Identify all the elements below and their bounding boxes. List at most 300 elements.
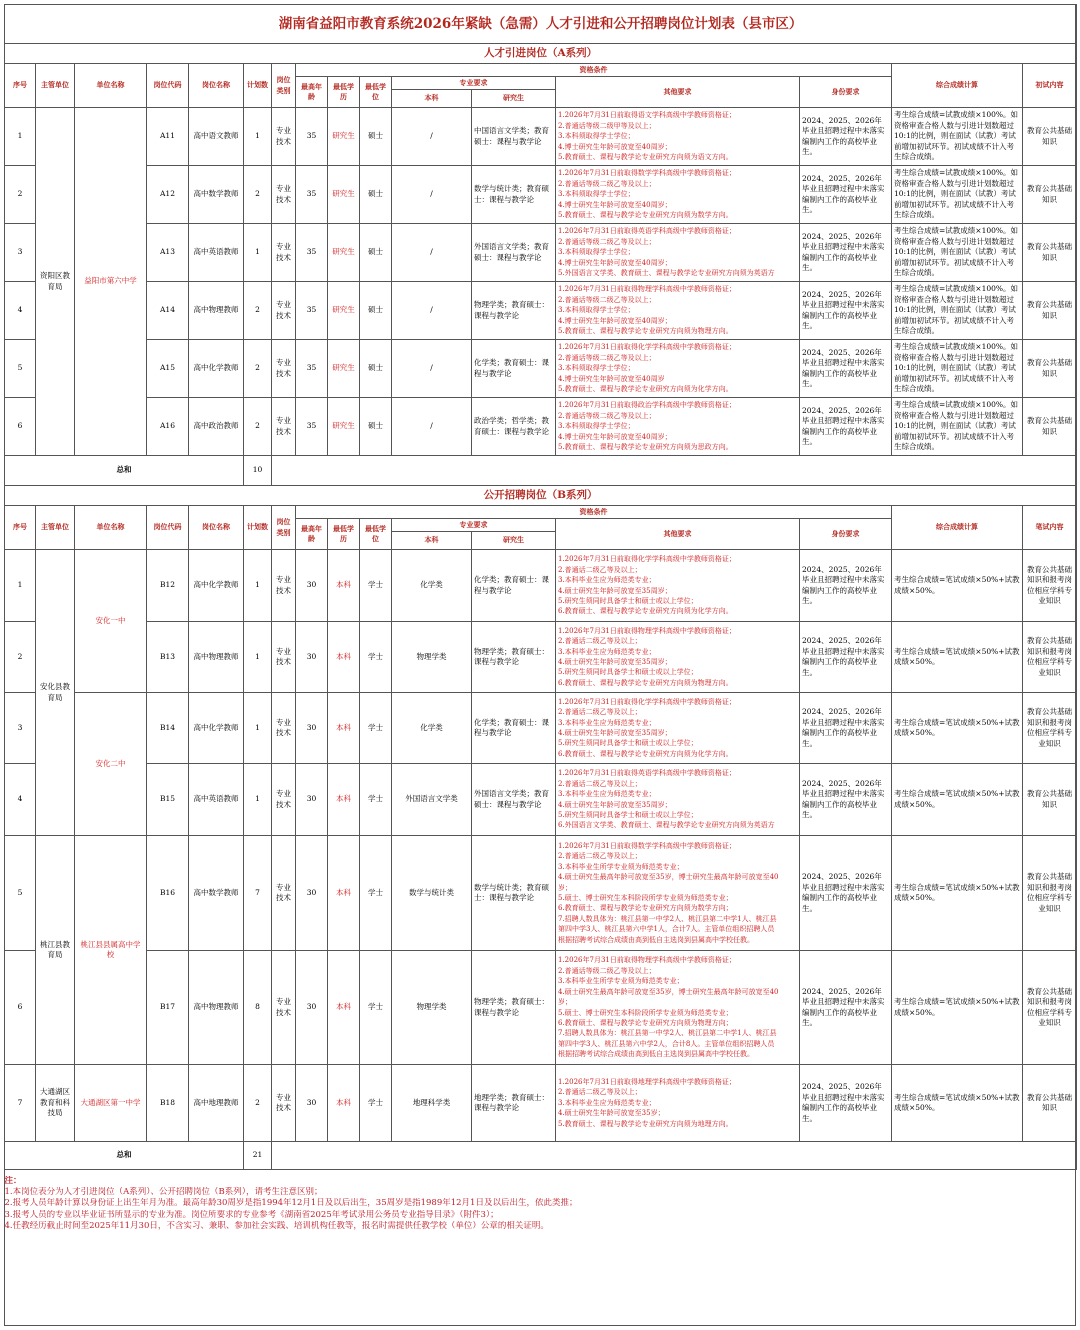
header-other: 其他要求	[556, 519, 800, 550]
requirement-line: 6.教育硕士、课程与教学论专业研究方向须为物理方向；	[558, 1018, 733, 1027]
row-other-requirements	[556, 1065, 800, 1142]
note-line: 1.本岗位表分为人才引进岗位（A系列）、公开招聘岗位（B系列），请考生注意区别；	[4, 1186, 323, 1197]
header-category: 岗位类别	[272, 506, 296, 550]
row-score: 考生综合成绩=笔试成绩×50%+试教成绩×50%。	[892, 951, 1023, 1065]
requirement-line: 3.本科须取得学士学位；	[558, 248, 635, 257]
notes-title: 注：	[4, 1175, 22, 1186]
header-undergrad: 本科	[392, 90, 472, 108]
requirement-line: 3.本科毕业生应为师范类专业；	[558, 647, 656, 656]
row-edu: 本科	[328, 693, 360, 764]
row-seq: 2	[5, 166, 36, 224]
table-row	[5, 550, 1077, 622]
requirement-line: 3.本科毕业生所学专业须为师范类专业；	[558, 862, 684, 871]
requirement-line: 5.研究生须同时具备学士和硕士或以上学位；	[558, 596, 698, 605]
row-degree: 学士	[360, 622, 392, 693]
row-undergrad: /	[392, 108, 472, 166]
requirement-line: 1.2026年7月31日前取得化学学科高级中学教师资格证；	[558, 555, 736, 564]
row-age: 35	[296, 166, 328, 224]
row-category: 专业技术	[272, 340, 296, 398]
row-exam: 教育公共基础知识	[1023, 398, 1077, 456]
row-count: 8	[244, 951, 272, 1065]
row-identity: 2024、2025、2026年毕业且招聘过程中未落实编制内工作的高校毕业生。	[800, 166, 892, 224]
requirement-line: 3.本科毕业生所学专业须为师范类专业；	[558, 977, 684, 986]
requirement-line: 岁；	[558, 998, 572, 1007]
row-name: 高中化学教师	[189, 340, 244, 398]
row-degree: 学士	[360, 693, 392, 764]
header-category: 岗位类别	[272, 64, 296, 108]
row-count: 1	[244, 693, 272, 764]
row-other-requirements	[556, 282, 800, 340]
requirement-line: 3.本科毕业生应为师范类专业；	[558, 718, 656, 727]
header-count: 计划数	[244, 64, 272, 108]
row-count: 1	[244, 108, 272, 166]
header-identity: 身份要求	[800, 519, 892, 550]
row-exam: 教育公共基础知识和报考岗位相应学科专业知识	[1023, 951, 1077, 1065]
row-postgrad: 地理学类；教育硕士：课程与教学论	[472, 1065, 556, 1142]
row-age: 35	[296, 108, 328, 166]
row-seq: 5	[5, 340, 36, 398]
row-code: A11	[147, 108, 189, 166]
row-degree: 学士	[360, 764, 392, 836]
requirement-line: 5.外国语言文学类、教育硕士、课程与教学论专业研究方向须为英语方	[558, 269, 775, 278]
dept-cell: 桃江县教育局	[36, 836, 75, 1065]
table-row	[5, 282, 1077, 340]
dept-cell: 安化县教育局	[36, 550, 75, 836]
unit-cell: 安化一中	[75, 550, 147, 693]
row-degree: 学士	[360, 1065, 392, 1142]
row-identity: 2024、2025、2026年毕业且招聘过程中未落实编制内工作的高校毕业生。	[800, 108, 892, 166]
table-row	[5, 693, 1077, 764]
row-code: B16	[147, 836, 189, 951]
row-code: A15	[147, 340, 189, 398]
row-identity: 2024、2025、2026年毕业且招聘过程中未落实编制内工作的高校毕业生。	[800, 282, 892, 340]
requirement-line: 6.教育硕士、课程与教学论专业研究方向须为化学方向。	[558, 749, 733, 758]
requirement-line: 1.2026年7月31日前取得物理学科高级中学教师资格证；	[558, 956, 736, 965]
note-line: 4.任教经历截止时间至2025年11月30日，不含实习、兼职、参加社会实践、培训机构任教等，报名时需提供任教学校（单位）公章的相关证明。	[4, 1221, 549, 1232]
dept-cell: 资阳区教育局	[36, 108, 75, 456]
row-postgrad: 化学类；教育硕士：课程与教学论	[472, 550, 556, 622]
row-other-requirements	[556, 224, 800, 282]
row-seq: 2	[5, 622, 36, 693]
row-age: 35	[296, 340, 328, 398]
row-age: 35	[296, 398, 328, 456]
row-other-requirements	[556, 951, 800, 1065]
row-seq: 6	[5, 398, 36, 456]
requirement-line: 3.本科须取得学士学位；	[558, 306, 635, 315]
requirement-line: 6.教育硕士、课程与教学论专业研究方向须为物理方向。	[558, 678, 733, 687]
row-edu: 本科	[328, 622, 360, 693]
row-degree: 硕士	[360, 166, 392, 224]
requirement-line: 4.硕士研究生年龄可放宽至35岁；	[558, 1109, 665, 1118]
row-postgrad: 化学类；教育硕士：课程与教学论	[472, 340, 556, 398]
table-row	[5, 166, 1077, 224]
table-row	[5, 224, 1077, 282]
row-exam: 教育公共基础知识	[1023, 166, 1077, 224]
table-row	[5, 340, 1077, 398]
requirement-line: 1.2026年7月31日前取得化学学科高级中学教师资格证；	[558, 697, 736, 706]
row-score: 考生综合成绩=笔试成绩×50%+试教成绩×50%。	[892, 1065, 1023, 1142]
row-undergrad: 化学类	[392, 693, 472, 764]
requirement-line: 5.教育硕士、课程与教学论专业研究方向须为物理方向。	[558, 327, 733, 336]
row-postgrad: 中国语言文学类；教育硕士：课程与教学论	[472, 108, 556, 166]
requirement-line: 5.教育硕士、课程与教学论专业研究方向须为数学方向。	[558, 211, 733, 220]
row-name: 高中地理教师	[189, 1065, 244, 1142]
requirement-line: 5.研究生须同时具备学士和硕士或以上学位；	[558, 810, 698, 819]
header-max-age: 最高年龄	[296, 77, 328, 108]
requirement-line: 5.研究生须同时具备学士和硕士或以上学位；	[558, 739, 698, 748]
b-total-label: 总和	[5, 1142, 244, 1170]
header-min-edu: 最低学历	[328, 519, 360, 550]
row-degree: 硕士	[360, 224, 392, 282]
requirement-line: 2.普通话二级乙等及以上；	[558, 565, 642, 574]
row-identity: 2024、2025、2026年毕业且招聘过程中未落实编制内工作的高校毕业生。	[800, 836, 892, 951]
row-edu: 本科	[328, 764, 360, 836]
requirement-line: 1.2026年7月31日前取得语文学科高级中学教师资格证；	[558, 111, 736, 120]
requirement-line: 2.普通话等级二级乙等及以上；	[558, 411, 656, 420]
requirement-line: 3.本科毕业生应为师范类专业；	[558, 1098, 656, 1107]
b-series-body	[5, 550, 1077, 1142]
row-exam: 教育公共基础知识	[1023, 108, 1077, 166]
requirement-line: 1.2026年7月31日前取得英语学科高级中学教师资格证；	[558, 227, 736, 236]
table-row	[5, 398, 1077, 456]
row-score: 考生综合成绩=试教成绩×100%。如资格审查合格人数与引进计划数超过10:1的比例，则在面试（试教）考试前增加初试环节。初试成绩不计入考生综合成绩。	[892, 398, 1023, 456]
requirement-line: 1.2026年7月31日前取得数学学科高级中学教师资格证；	[558, 169, 736, 178]
unit-cell: 益阳市第六中学	[75, 108, 147, 456]
row-identity: 2024、2025、2026年毕业且招聘过程中未落实编制内工作的高校毕业生。	[800, 340, 892, 398]
row-exam: 教育公共基础知识和报考岗位相应学科专业知识	[1023, 693, 1077, 764]
row-postgrad: 物理学类；教育硕士：课程与教学论	[472, 951, 556, 1065]
table-row	[5, 951, 1077, 1065]
row-edu: 本科	[328, 550, 360, 622]
row-age: 30	[296, 693, 328, 764]
header-undergrad: 本科	[392, 532, 472, 550]
row-code: B17	[147, 951, 189, 1065]
requirement-line: 根据招聘考试综合成绩由高到低自主选岗到县属高中学校任教。	[558, 935, 754, 944]
note-line: 3.报考人员的专业以毕业证书所显示的专业为准。岗位所要求的专业参考《湖南省2025年考试录用公务员专业指导目录》（附件3）；	[4, 1209, 499, 1220]
requirement-line: 4.硕士研究生年龄可放宽至35周岁；	[558, 800, 672, 809]
row-edu: 本科	[328, 951, 360, 1065]
row-edu: 研究生	[328, 224, 360, 282]
row-edu: 研究生	[328, 282, 360, 340]
row-name: 高中语文教师	[189, 108, 244, 166]
row-count: 1	[244, 550, 272, 622]
requirement-line: 4.硕士研究生年龄可放宽至35周岁；	[558, 586, 672, 595]
row-postgrad: 外国语言文学类；教育硕士：课程与教学论	[472, 224, 556, 282]
requirement-line: 2.普通话等级二级乙等及以上；	[558, 295, 656, 304]
row-postgrad: 外国语言文学类；教育硕士：课程与教学论	[472, 764, 556, 836]
row-code: A14	[147, 282, 189, 340]
header-identity: 身份要求	[800, 77, 892, 108]
requirement-line: 4.博士研究生年龄可放宽至40周岁	[558, 374, 665, 383]
row-age: 30	[296, 1065, 328, 1142]
requirement-line: 5.硕士、博士研究生本科阶段所学专业须为师范类专业；	[558, 1008, 733, 1017]
row-other-requirements	[556, 340, 800, 398]
row-score: 考生综合成绩=试教成绩×100%。如资格审查合格人数与引进计划数超过10:1的比例，则在面试（试教）考试前增加初试环节。初试成绩不计入考生综合成绩。	[892, 340, 1023, 398]
row-name: 高中物理教师	[189, 622, 244, 693]
header-exam: 初试内容	[1023, 64, 1077, 108]
row-identity: 2024、2025、2026年毕业且招聘过程中未落实编制内工作的高校毕业生。	[800, 224, 892, 282]
requirement-line: 5.教育硕士、课程与教学论专业研究方向须为地理方向。	[558, 1119, 733, 1128]
requirement-line: 岁；	[558, 883, 572, 892]
row-degree: 硕士	[360, 108, 392, 166]
header-code: 岗位代码	[147, 506, 189, 550]
requirement-line: 2.普通话二级乙等及以上；	[558, 637, 642, 646]
row-degree: 学士	[360, 550, 392, 622]
row-name: 高中物理教师	[189, 951, 244, 1065]
row-other-requirements	[556, 398, 800, 456]
requirement-line: 4.博士研究生年龄可放宽至40周岁；	[558, 200, 672, 209]
row-edu: 本科	[328, 836, 360, 951]
row-score: 考生综合成绩=试教成绩×100%。如资格审查合格人数与引进计划数超过10:1的比例，则在面试（试教）考试前增加初试环节。初试成绩不计入考生综合成绩。	[892, 166, 1023, 224]
requirement-line: 1.2026年7月31日前取得政治学科高级中学教师资格证；	[558, 401, 736, 410]
header-name: 岗位名称	[189, 506, 244, 550]
row-count: 1	[244, 224, 272, 282]
row-undergrad: 地理科学类	[392, 1065, 472, 1142]
row-identity: 2024、2025、2026年毕业且招聘过程中未落实编制内工作的高校毕业生。	[800, 693, 892, 764]
row-postgrad: 数学与统计类；教育硕士：课程与教学论	[472, 836, 556, 951]
a-series-body	[5, 108, 1077, 456]
row-other-requirements	[556, 108, 800, 166]
row-postgrad: 化学类；教育硕士：课程与教学论	[472, 693, 556, 764]
requirement-line: 3.本科须取得学士学位；	[558, 364, 635, 373]
header-b	[5, 506, 1077, 550]
row-degree: 学士	[360, 951, 392, 1065]
row-identity: 2024、2025、2026年毕业且招聘过程中未落实编制内工作的高校毕业生。	[800, 398, 892, 456]
row-edu: 本科	[328, 1065, 360, 1142]
row-score: 考生综合成绩=试教成绩×100%。如资格审查合格人数与引进计划数超过10:1的比例，则在面试（试教）考试前增加初试环节。初试成绩不计入考生综合成绩。	[892, 282, 1023, 340]
header-score: 综合成绩计算	[892, 64, 1023, 108]
row-identity: 2024、2025、2026年毕业且招聘过程中未落实编制内工作的高校毕业生。	[800, 622, 892, 693]
row-score: 考生综合成绩=笔试成绩×50%+试教成绩×50%。	[892, 550, 1023, 622]
row-exam: 教育公共基础知识	[1023, 1065, 1077, 1142]
row-undergrad: /	[392, 340, 472, 398]
row-score: 考生综合成绩=笔试成绩×50%+试教成绩×50%。	[892, 693, 1023, 764]
row-count: 1	[244, 622, 272, 693]
row-seq: 4	[5, 764, 36, 836]
row-age: 35	[296, 224, 328, 282]
row-category: 专业技术	[272, 398, 296, 456]
header-exam: 笔试内容	[1023, 506, 1077, 550]
note-line: 2.报考人员年龄计算以身份证上出生年月为准。最高年龄30周岁是指1994年12月1日及以后出生，35周岁是指1989年12月1日及以后出生，依此类推；	[4, 1198, 578, 1209]
row-other-requirements	[556, 550, 800, 622]
recruitment-table	[4, 4, 1077, 1233]
row-count: 2	[244, 398, 272, 456]
requirement-line: 4.硕士研究生最高年龄可放宽至35岁，博士研究生最高年龄可放宽至40	[558, 873, 779, 882]
requirement-line: 4.硕士研究生年龄可放宽至35周岁；	[558, 658, 672, 666]
row-age: 35	[296, 282, 328, 340]
header-major: 专业要求	[392, 519, 556, 532]
row-name: 高中数学教师	[189, 166, 244, 224]
header-dept: 主管单位	[36, 506, 75, 550]
requirement-line: 4.博士研究生年龄可放宽至40周岁；	[558, 316, 672, 325]
section-b-title: 公开招聘岗位（B系列）	[5, 486, 1077, 506]
row-seq: 5	[5, 836, 36, 951]
row-edu: 研究生	[328, 340, 360, 398]
header-other: 其他要求	[556, 77, 800, 108]
header-seq: 序号	[5, 64, 36, 108]
row-count: 1	[244, 764, 272, 836]
row-other-requirements	[556, 693, 800, 764]
requirement-line: 2.普通话等级二级乙等及以上；	[558, 966, 656, 975]
header-count: 计划数	[244, 506, 272, 550]
requirement-line: 3.本科毕业生应为师范类专业；	[558, 790, 656, 799]
row-edu: 研究生	[328, 398, 360, 456]
requirement-line: 1.2026年7月31日前取得化学学科高级中学教师资格证；	[558, 343, 736, 352]
row-count: 2	[244, 282, 272, 340]
table-row	[5, 1065, 1077, 1142]
row-seq: 6	[5, 951, 36, 1065]
row-name: 高中英语教师	[189, 224, 244, 282]
row-category: 专业技术	[272, 282, 296, 340]
page-title: 湖南省益阳市教育系统2026年紧缺（急需）人才引进和公开招聘岗位计划表（县市区）	[5, 5, 1077, 44]
header-name: 岗位名称	[189, 64, 244, 108]
row-score: 考生综合成绩=笔试成绩×50%+试教成绩×50%。	[892, 622, 1023, 693]
header-a	[5, 64, 1077, 108]
row-exam: 教育公共基础知识和报考岗位相应学科专业知识	[1023, 622, 1077, 693]
requirement-line: 5.硕士、博士研究生本科阶段所学专业须为师范类专业；	[558, 894, 733, 902]
row-code: B14	[147, 693, 189, 764]
header-qualification: 资格条件	[296, 64, 892, 77]
header-min-degree: 最低学位	[360, 519, 392, 550]
row-category: 专业技术	[272, 951, 296, 1065]
requirement-line: 根据招聘考试综合成绩由高到低自主选岗到县属高中学校任教。	[558, 1050, 754, 1059]
row-identity: 2024、2025、2026年毕业且招聘过程中未落实编制内工作的高校毕业生。	[800, 1065, 892, 1142]
row-undergrad: 数学与统计类	[392, 836, 472, 951]
row-name: 高中英语教师	[189, 764, 244, 836]
unit-cell: 安化二中	[75, 693, 147, 836]
requirement-line: 第四中学3人、桃江县第六中学1人，合计7人。主管单位组织招聘人员	[558, 925, 775, 934]
requirement-line: 3.本科须取得学士学位；	[558, 132, 635, 141]
requirement-line: 2.普通话等级二级甲等及以上；	[558, 121, 656, 130]
header-major: 专业要求	[392, 77, 556, 90]
row-edu: 研究生	[328, 108, 360, 166]
row-undergrad: 外国语言文学类	[392, 764, 472, 836]
requirement-line: 1.2026年7月31日前取得数学学科高级中学教师资格证；	[558, 841, 736, 850]
section-a-title: 人才引进岗位（A系列）	[5, 44, 1077, 64]
row-seq: 4	[5, 282, 36, 340]
row-count: 7	[244, 836, 272, 951]
requirement-line: 4.博士研究生年龄可放宽至40周岁；	[558, 432, 672, 441]
requirement-line: 3.本科须取得学士学位；	[558, 190, 635, 199]
requirement-line: 5.教育硕士、课程与教学论专业研究方向须为思政方向。	[558, 443, 733, 452]
row-postgrad: 物理学类；教育硕士：课程与教学论	[472, 622, 556, 693]
row-code: B15	[147, 764, 189, 836]
header-seq: 序号	[5, 506, 36, 550]
requirement-line: 2.普通话等级二级乙等及以上；	[558, 237, 656, 246]
requirement-line: 7.招聘人数具体为：桃江县第一中学2人、桃江县第二中学1人、桃江县	[558, 914, 777, 923]
b-total	[5, 1142, 1077, 1170]
row-name: 高中物理教师	[189, 282, 244, 340]
row-seq: 1	[5, 550, 36, 622]
row-undergrad: 物理学类	[392, 951, 472, 1065]
notes-block	[5, 1170, 1077, 1233]
requirement-line: 6.教育硕士、课程与教学论专业研究方向须为化学方向。	[558, 607, 733, 616]
row-seq: 3	[5, 693, 36, 764]
header-postgrad: 研究生	[472, 90, 556, 108]
row-identity: 2024、2025、2026年毕业且招聘过程中未落实编制内工作的高校毕业生。	[800, 550, 892, 622]
row-other-requirements	[556, 166, 800, 224]
row-exam: 教育公共基础知识	[1023, 764, 1077, 836]
requirement-line: 2.普通话等级二级乙等及以上；	[558, 179, 656, 188]
row-age: 30	[296, 550, 328, 622]
title-block	[5, 5, 1077, 64]
row-age: 30	[296, 951, 328, 1065]
row-category: 专业技术	[272, 693, 296, 764]
section-b-header	[5, 486, 1077, 506]
requirement-line: 5.研究生须同时具备学士和硕士或以上学位；	[558, 668, 698, 677]
row-score: 考生综合成绩=笔试成绩×50%+试教成绩×50%。	[892, 836, 1023, 951]
requirement-line: 1.2026年7月31日前取得物理学科高级中学教师资格证；	[558, 626, 736, 635]
row-category: 专业技术	[272, 108, 296, 166]
row-undergrad: 化学类	[392, 550, 472, 622]
requirement-line: 6.教育硕士、课程与教学论专业研究方向须为数学方向；	[558, 904, 733, 913]
row-age: 30	[296, 622, 328, 693]
row-name: 高中政治教师	[189, 398, 244, 456]
row-undergrad: 物理学类	[392, 622, 472, 693]
a-total-label: 总和	[5, 456, 244, 486]
requirement-line: 1.2026年7月31日前取得物理学科高级中学教师资格证；	[558, 285, 736, 294]
unit-cell: 大通湖区第一中学	[75, 1065, 147, 1142]
row-postgrad: 政治学类；哲学类；教育硕士：课程与教学论	[472, 398, 556, 456]
row-name: 高中化学教师	[189, 550, 244, 622]
requirement-line: 3.本科毕业生应为师范类专业；	[558, 576, 656, 585]
row-postgrad: 数学与统计类；教育硕士：课程与教学论	[472, 166, 556, 224]
row-other-requirements	[556, 764, 800, 836]
row-count: 2	[244, 1065, 272, 1142]
row-score: 考生综合成绩=试教成绩×100%。如资格审查合格人数与引进计划数超过10:1的比例，则在面试（试教）考试前增加初试环节。初试成绩不计入考生综合成绩。	[892, 224, 1023, 282]
row-undergrad: /	[392, 166, 472, 224]
requirement-line: 4.博士研究生年龄可放宽至40周岁；	[558, 258, 672, 267]
requirement-line: 2.普通话二级乙等及以上；	[558, 852, 642, 861]
row-category: 专业技术	[272, 622, 296, 693]
row-degree: 硕士	[360, 282, 392, 340]
requirement-line: 5.教育硕士、课程与教学论专业研究方向须为化学方向。	[558, 385, 733, 394]
row-exam: 教育公共基础知识	[1023, 282, 1077, 340]
header-postgrad: 研究生	[472, 532, 556, 550]
row-score: 考生综合成绩=笔试成绩×50%+试教成绩×50%。	[892, 764, 1023, 836]
row-identity: 2024、2025、2026年毕业且招聘过程中未落实编制内工作的高校毕业生。	[800, 764, 892, 836]
row-code: A16	[147, 398, 189, 456]
header-qualification: 资格条件	[296, 506, 892, 519]
row-undergrad: /	[392, 282, 472, 340]
row-count: 2	[244, 340, 272, 398]
header-min-degree: 最低学位	[360, 77, 392, 108]
row-category: 专业技术	[272, 1065, 296, 1142]
requirement-line: 2.普通话等级二级乙等及以上；	[558, 353, 656, 362]
requirement-line: 7.招聘人数具体为：桃江县第一中学2人、桃江县第二中学1人、桃江县	[558, 1029, 777, 1038]
header-code: 岗位代码	[147, 64, 189, 108]
row-code: B13	[147, 622, 189, 693]
requirement-line: 4.硕士研究生年龄可放宽至35周岁；	[558, 729, 672, 737]
b-total-value: 21	[244, 1142, 272, 1170]
row-seq: 3	[5, 224, 36, 282]
requirement-line: 1.2026年7月31日前取得英语学科高级中学教师资格证；	[558, 769, 736, 778]
row-count: 2	[244, 166, 272, 224]
recruitment-sheet	[4, 4, 1076, 1233]
row-name: 高中化学教师	[189, 693, 244, 764]
requirement-line: 2.普通话二级乙等及以上；	[558, 1088, 642, 1097]
header-unit: 单位名称	[75, 64, 147, 108]
row-category: 专业技术	[272, 764, 296, 836]
requirement-line: 5.教育硕士、课程与教学论专业研究方向须为语文方向。	[558, 153, 733, 162]
row-exam: 教育公共基础知识和报考岗位相应学科专业知识	[1023, 550, 1077, 622]
row-score: 考生综合成绩=试教成绩×100%。如资格审查合格人数与引进计划数超过10:1的比例，则在面试（试教）考试前增加初试环节。初试成绩不计入考生综合成绩。	[892, 108, 1023, 166]
a-total	[5, 456, 1077, 486]
row-other-requirements	[556, 622, 800, 693]
requirement-line: 2.普通话二级乙等及以上；	[558, 708, 642, 717]
table-row	[5, 622, 1077, 693]
row-degree: 学士	[360, 836, 392, 951]
